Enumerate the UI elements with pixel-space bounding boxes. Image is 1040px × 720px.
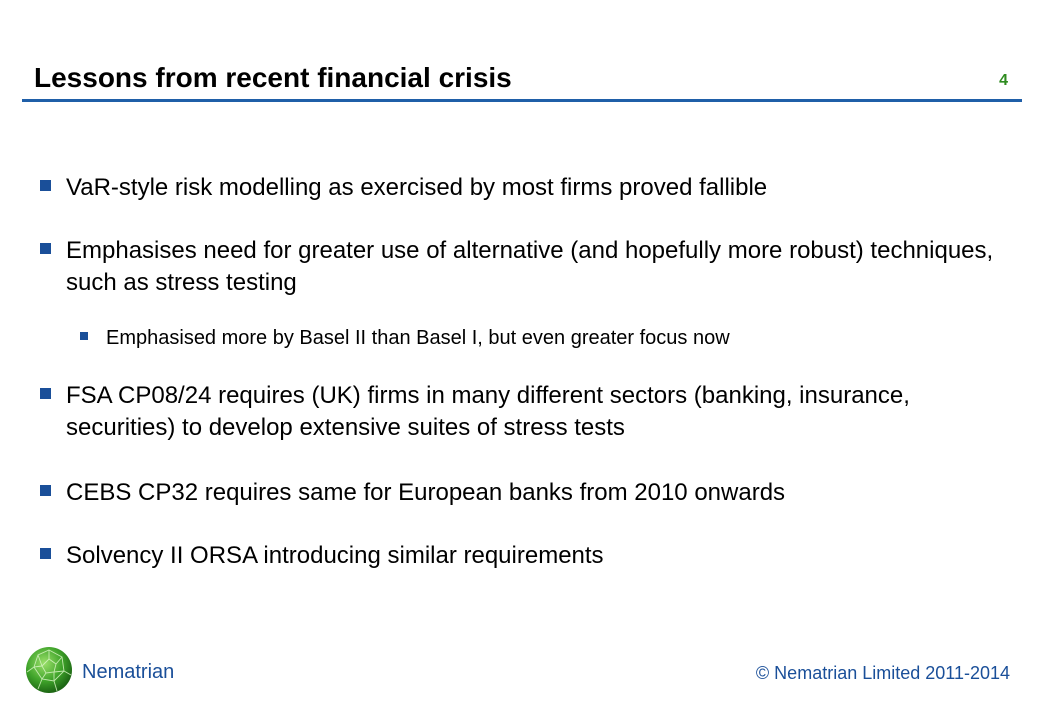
bullet-text: FSA CP08/24 requires (UK) firms in many different sectors (banking, insurance, securities) to develop extensive suites of stress tests [66, 382, 910, 441]
bullet-text: Emphasised more by Basel II than Basel I, but even greater focus now [106, 327, 730, 349]
square-bullet-icon [40, 548, 51, 559]
square-bullet-icon [40, 485, 51, 496]
bullet-text: Solvency II ORSA introducing similar requirements [66, 542, 604, 569]
square-bullet-icon [40, 180, 51, 191]
footer-copyright: © Nematrian Limited 2011-2014 [755, 663, 1010, 683]
square-bullet-icon [80, 332, 88, 340]
footer-brand: Nematrian [82, 661, 175, 683]
slide-number: 4 [999, 72, 1008, 89]
bullet-text: VaR-style risk modelling as exercised by most firms proved fallible [66, 174, 768, 201]
green-polyhedron-logo-icon [24, 645, 74, 695]
slide-title: Lessons from recent financial crisis [34, 62, 512, 93]
bullet-text: Emphasises need for greater use of alternative (and hopefully more robust) techniques, such as stress testing [66, 237, 994, 296]
square-bullet-icon [40, 243, 51, 254]
square-bullet-icon [40, 388, 51, 399]
bullet-text: CEBS CP32 requires same for European banks from 2010 onwards [66, 479, 786, 506]
